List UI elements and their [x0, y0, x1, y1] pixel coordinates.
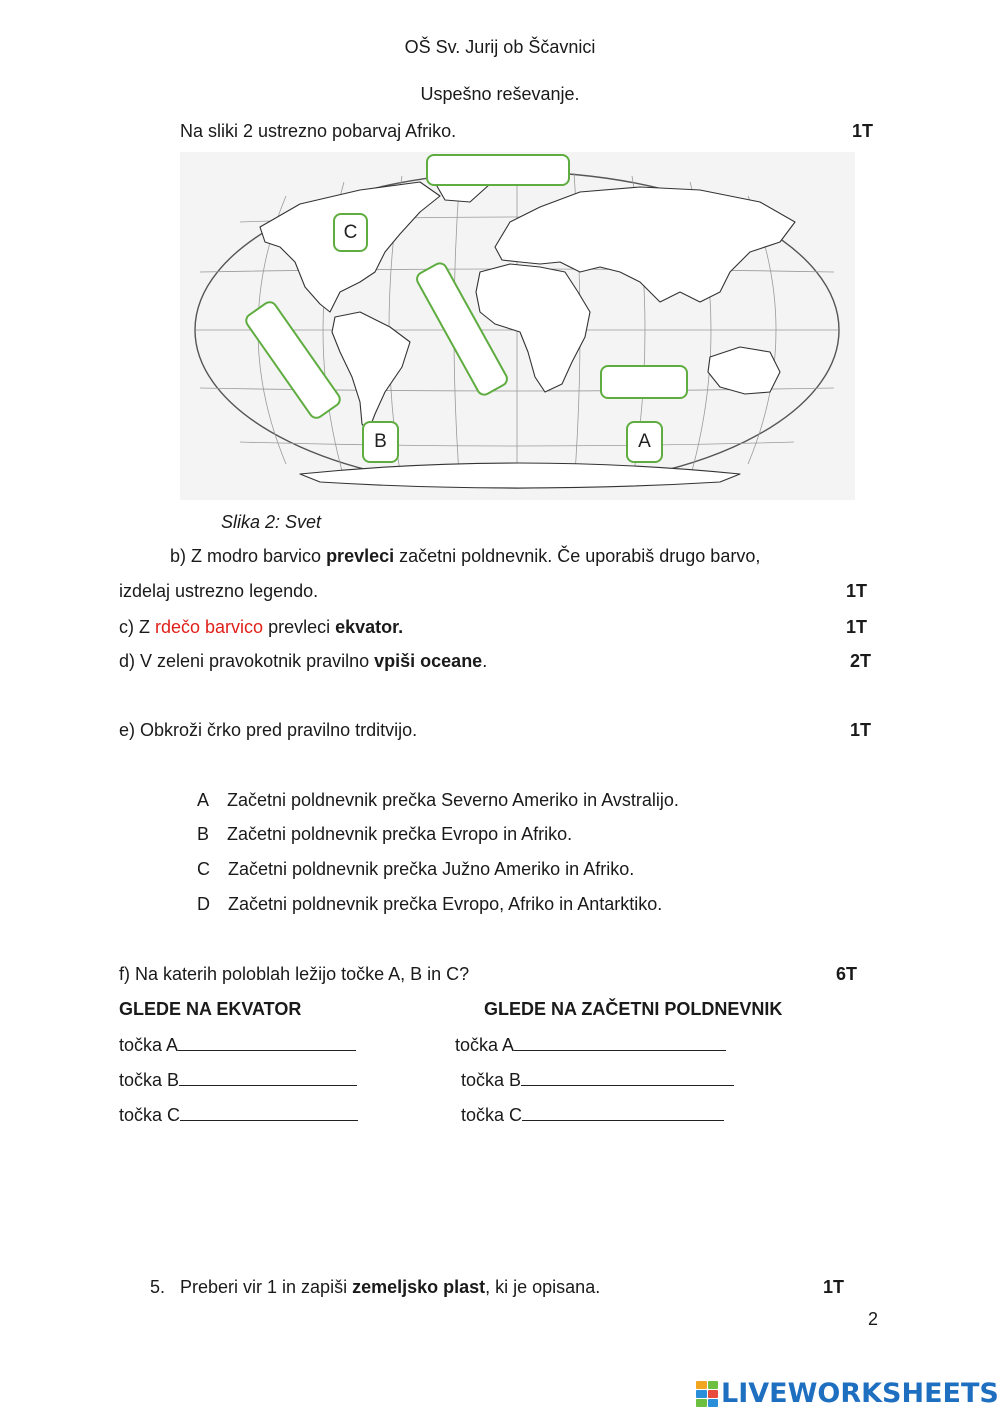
option-b-text: Začetni poldnevnik prečka Evropo in Afriko.	[227, 824, 573, 844]
map-label-a: A	[626, 421, 663, 463]
option-c[interactable]	[197, 859, 634, 880]
task-d-points: 2T	[850, 651, 872, 671]
task-f-text: f) Na katerih poloblah ležijo točke A, B in C?	[119, 964, 470, 984]
subtitle: Uspešno reševanje.	[420, 84, 580, 104]
map-label-c: C	[333, 213, 368, 252]
task-b-line2: izdelaj ustrezno legendo.	[119, 581, 319, 601]
task-c-red: rdečo barvico	[155, 617, 264, 637]
task-b-points: 1T	[846, 581, 868, 601]
option-a-letter[interactable]: A	[197, 790, 210, 810]
meridian-answer-c[interactable]	[522, 1104, 724, 1121]
task-5-points: 1T	[823, 1277, 845, 1297]
meridian-row-b-label: točka B	[461, 1070, 522, 1090]
task-d-post: .	[482, 651, 488, 671]
equator-row-c-label: točka C	[119, 1105, 181, 1125]
option-b[interactable]	[197, 824, 572, 845]
task-a-points: 1T	[852, 121, 874, 141]
task-c-mid: prevleci	[263, 617, 336, 637]
meridian-row-a	[455, 1034, 726, 1056]
meridian-row-c	[461, 1104, 724, 1126]
option-c-letter[interactable]: C	[197, 859, 210, 879]
meridian-answer-b[interactable]	[521, 1069, 734, 1086]
task-5-bold: zemeljsko plast	[352, 1277, 486, 1297]
col1-header: GLEDE NA EKVATOR	[119, 999, 302, 1019]
world-map	[180, 152, 855, 500]
option-d[interactable]	[197, 894, 662, 915]
liveworksheets-logo[interactable]	[696, 1378, 999, 1409]
task-c-text	[119, 617, 403, 638]
option-c-text: Začetni poldnevnik prečka Južno Ameriko in Afriko.	[228, 859, 635, 879]
logo-blocks-icon	[696, 1381, 718, 1407]
task-f-points: 6T	[836, 964, 858, 984]
equator-answer-c[interactable]	[180, 1104, 358, 1121]
ocean-box-top[interactable]	[426, 154, 570, 186]
task-c-pre: c) Z	[119, 617, 155, 637]
equator-answer-a[interactable]	[178, 1034, 356, 1051]
meridian-row-a-label: točka A	[455, 1035, 515, 1055]
task-c-points: 1T	[846, 617, 868, 637]
task-e-text: e) Obkroži črko pred pravilno trditvijo.	[119, 720, 418, 740]
task-5-text	[180, 1277, 600, 1298]
task-d-bold: vpiši oceane	[374, 651, 483, 671]
task-5-number: 5.	[150, 1277, 166, 1297]
equator-row-c	[119, 1104, 358, 1126]
task-d-text	[119, 651, 487, 672]
meridian-answer-a[interactable]	[514, 1034, 726, 1051]
col2-header: GLEDE NA ZAČETNI POLDNEVNIK	[484, 999, 783, 1019]
equator-row-a	[119, 1034, 356, 1056]
equator-answer-b[interactable]	[179, 1069, 357, 1086]
task-a-text: Na sliki 2 ustrezno pobarvaj Afriko.	[180, 121, 457, 141]
option-a[interactable]	[197, 790, 679, 811]
meridian-row-c-label: točka C	[461, 1105, 523, 1125]
equator-row-a-label: točka A	[119, 1035, 179, 1055]
option-b-letter[interactable]: B	[197, 824, 210, 844]
task-b-bold: prevleci	[326, 546, 395, 566]
task-c-bold: ekvator.	[335, 617, 404, 637]
map-caption: Slika 2: Svet	[221, 512, 322, 532]
map-label-b: B	[362, 421, 399, 463]
task-e-points: 1T	[850, 720, 872, 740]
equator-row-b-label: točka B	[119, 1070, 180, 1090]
option-d-text: Začetni poldnevnik prečka Evropo, Afriko in Antarktiko.	[228, 894, 663, 914]
school-name: OŠ Sv. Jurij ob Ščavnici	[404, 37, 596, 57]
option-d-letter[interactable]: D	[197, 894, 210, 914]
logo-text: LIVEWORKSHEETS	[721, 1378, 999, 1409]
page-number: 2	[868, 1309, 879, 1329]
equator-row-b	[119, 1069, 357, 1091]
task-b-post: začetni poldnevnik. Če uporabiš drugo barvo,	[394, 546, 761, 566]
task-b-line1	[170, 546, 760, 567]
task-5-pre: Preberi vir 1 in zapiši	[180, 1277, 353, 1297]
task-5-post: , ki je opisana.	[485, 1277, 601, 1297]
task-b-pre: b) Z modro barvico	[170, 546, 327, 566]
task-d-pre: d) V zeleni pravokotnik pravilno	[119, 651, 375, 671]
option-a-text: Začetni poldnevnik prečka Severno Ameriko in Avstralijo.	[227, 790, 679, 810]
meridian-row-b	[461, 1069, 734, 1091]
ocean-box-indian[interactable]	[600, 365, 688, 399]
